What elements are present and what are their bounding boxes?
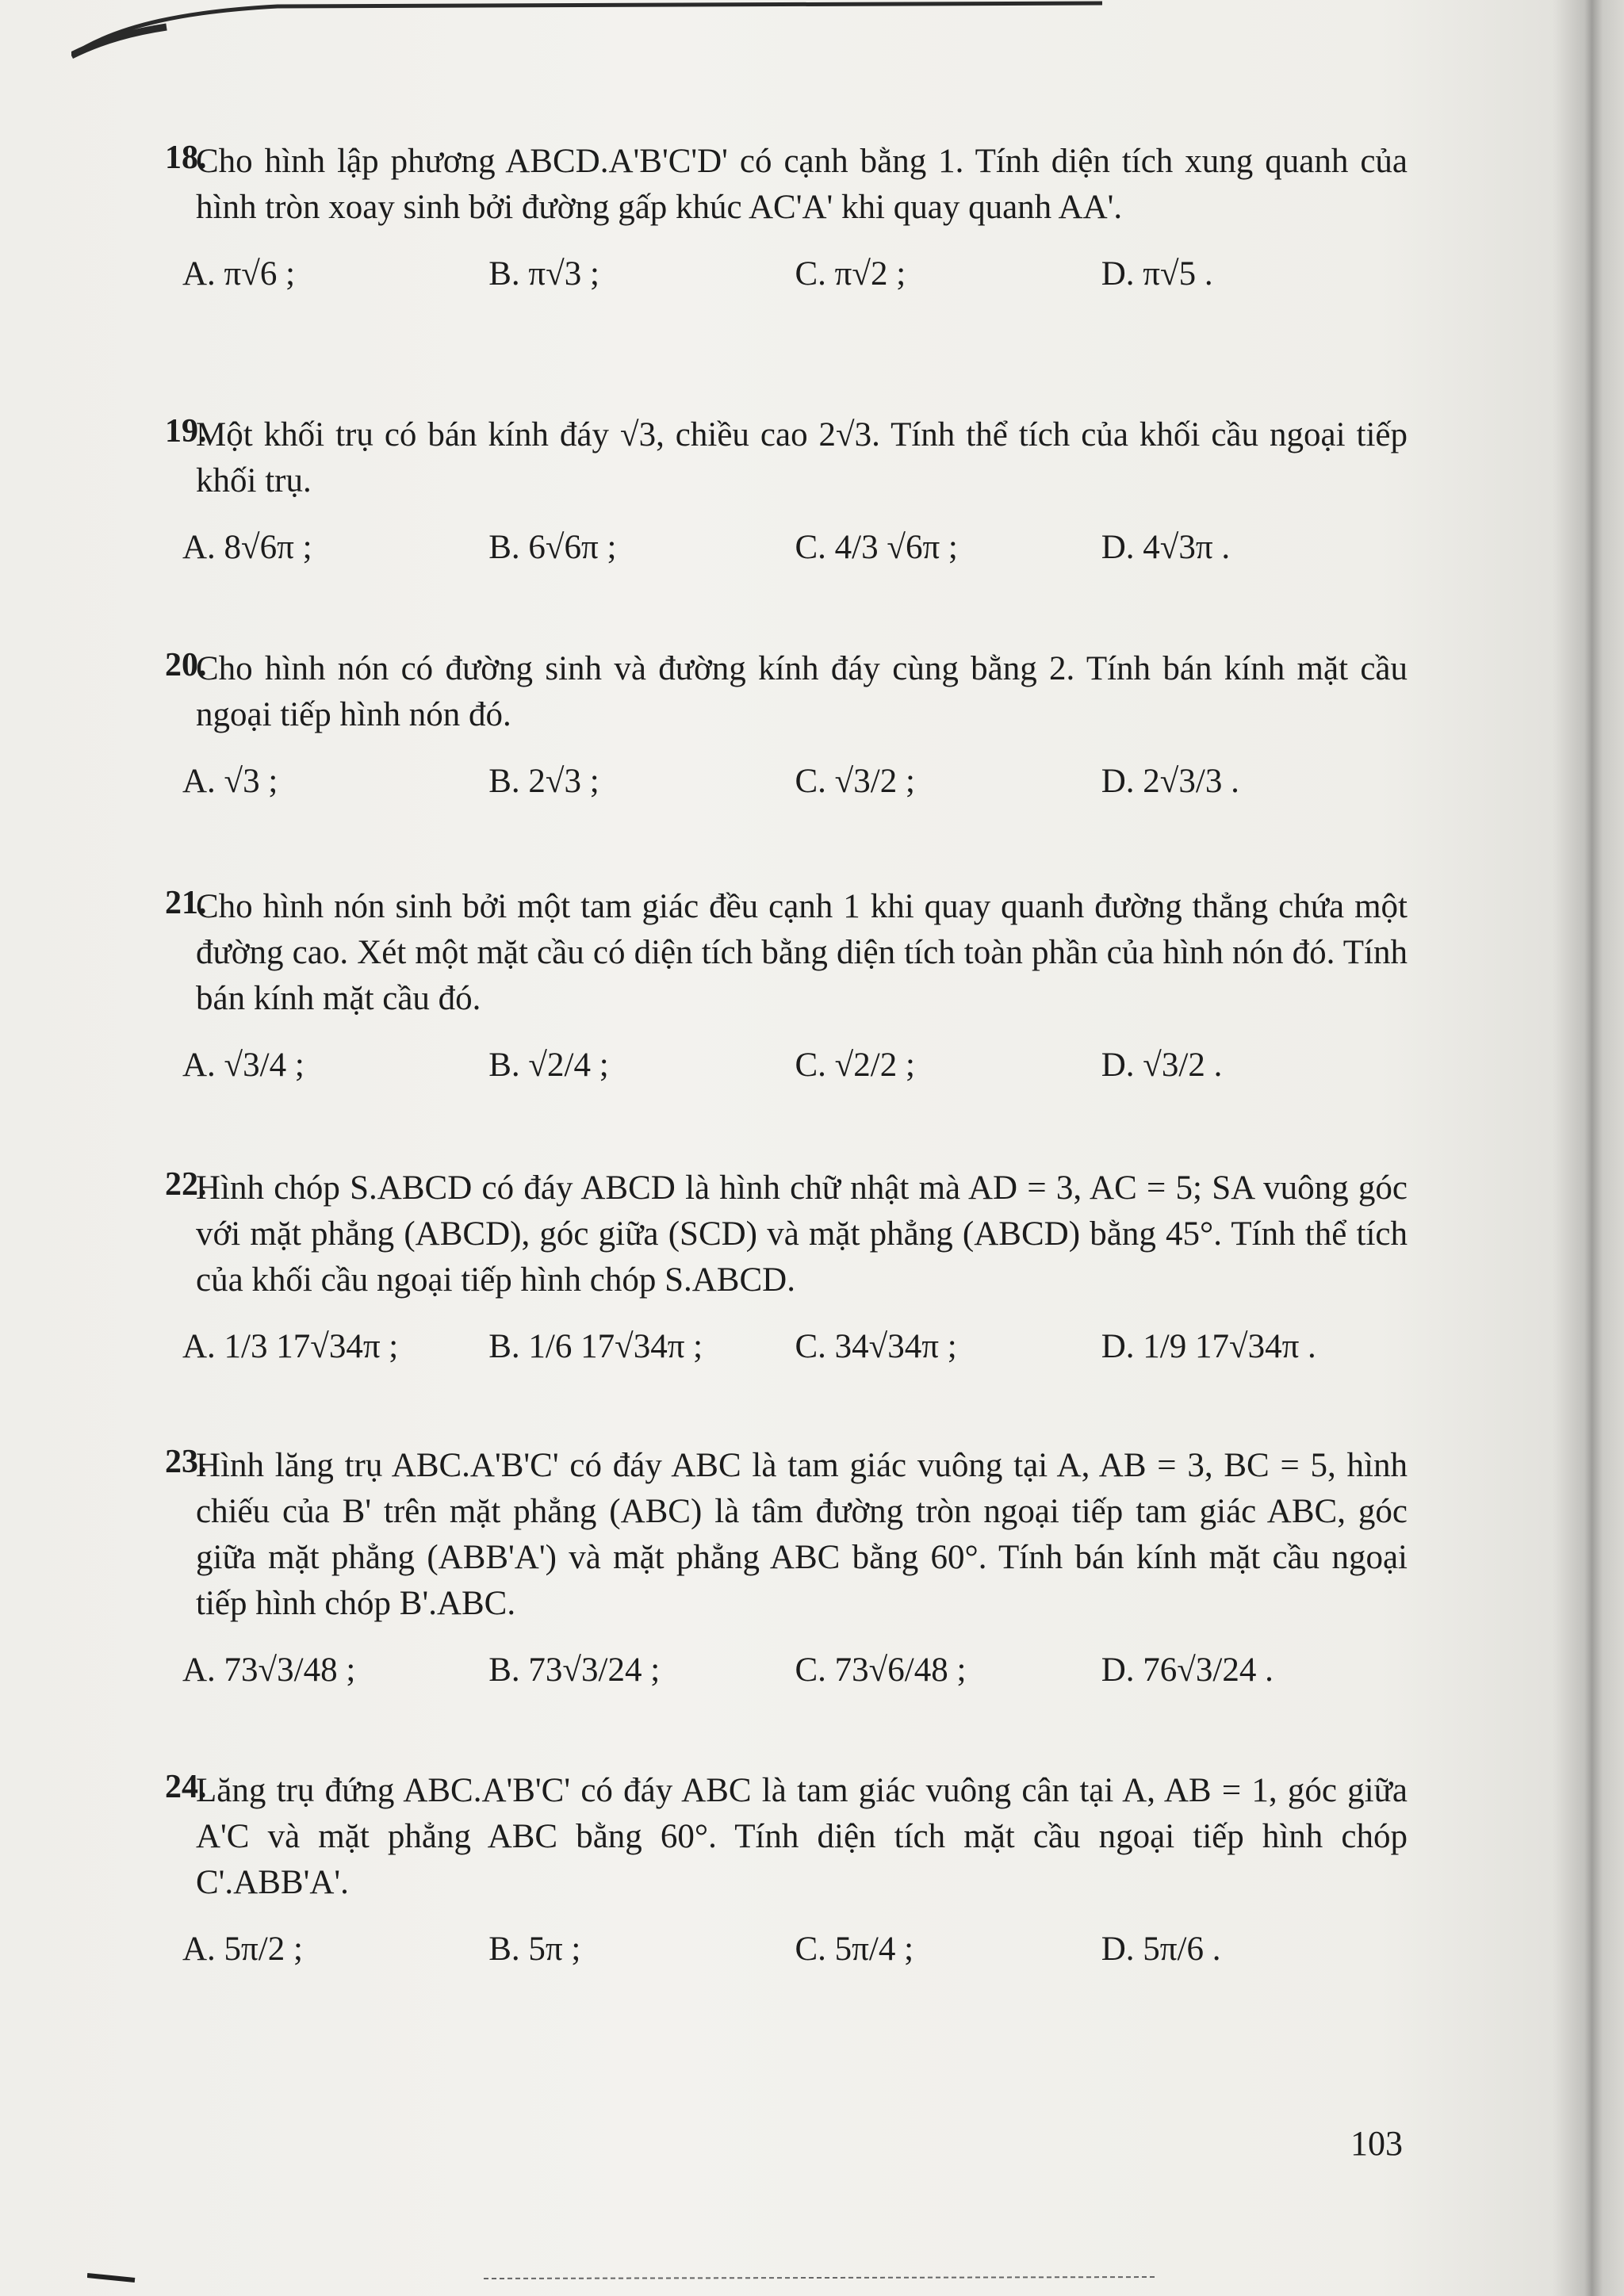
question-number: 22. — [165, 1166, 207, 1203]
option-a[interactable]: A. √3/4 ; — [182, 1047, 304, 1084]
question-text: Hình lăng trụ ABC.A'B'C' có đáy ABC là tam giác vuông tại A, AB = 3, BC = 5, hình chiếu của B' trên mặt phẳng (ABC) là tâm đường tròn ngoại tiếp tam giác ABC, góc giữa mặt phẳng (ABB'A') và mặt phẳng ABC bằng 60°. Tính bán kính mặt cầu ngoại tiếp hình chóp B'.ABC. — [196, 1447, 1408, 1622]
option-c[interactable]: C. π√2 ; — [795, 255, 906, 293]
option-c[interactable]: C. 34√34π ; — [795, 1328, 957, 1365]
question-number: 19. — [165, 413, 207, 450]
answer-options — [174, 762, 1408, 801]
option-d[interactable]: D. 76√3/24 . — [1101, 1651, 1274, 1689]
option-a[interactable]: A. √3 ; — [182, 763, 278, 800]
question-24 — [165, 1768, 1408, 2030]
option-d[interactable]: D. 1/9 17√34π . — [1101, 1328, 1316, 1365]
option-b[interactable]: B. 1/6 17√34π ; — [488, 1328, 703, 1365]
question-number: 21. — [165, 885, 207, 921]
question-text: Cho hình lập phương ABCD.A'B'C'D' có cạnh bằng 1. Tính diện tích xung quanh của hình tròn xoay sinh bởi đường gấp khúc AC'A' khi quay quanh AA'. — [196, 143, 1408, 226]
answer-options — [174, 1046, 1408, 1085]
question-text: Hình chóp S.ABCD có đáy ABCD là hình chữ nhật mà AD = 3, AC = 5; SA vuông góc với mặt phẳng (ABCD), góc giữa (SCD) và mặt phẳng (ABCD) bằng 45°. Tính thể tích của khối cầu ngoại tiếp hình chóp S.ABCD. — [196, 1169, 1408, 1299]
option-d[interactable]: D. π√5 . — [1101, 255, 1213, 293]
question-23 — [165, 1443, 1408, 1768]
option-c[interactable]: C. √2/2 ; — [795, 1047, 915, 1084]
question-number: 23. — [165, 1444, 207, 1480]
answer-options — [174, 1930, 1408, 1969]
question-text: Cho hình nón sinh bởi một tam giác đều cạnh 1 khi quay quanh đường thẳng chứa một đường cao. Xét một mặt cầu có diện tích bằng diện tích toàn phần của hình nón đó. Tính bán kính mặt cầu đó. — [196, 888, 1408, 1017]
option-c[interactable]: C. 73√6/48 ; — [795, 1651, 967, 1689]
option-a[interactable]: A. 1/3 17√34π ; — [182, 1328, 399, 1365]
question-20 — [165, 646, 1408, 884]
question-text: Cho hình nón có đường sinh và đường kính đáy cùng bằng 2. Tính bán kính mặt cầu ngoại tiếp hình nón đó. — [196, 650, 1408, 733]
question-number: 24. — [165, 1769, 207, 1805]
option-c[interactable]: C. √3/2 ; — [795, 763, 915, 800]
answer-options — [174, 528, 1408, 567]
question-text: Lăng trụ đứng ABC.A'B'C' có đáy ABC là tam giác vuông cân tại A, AB = 1, góc giữa A'C và mặt phẳng ABC bằng 60°. Tính diện tích mặt cầu ngoại tiếp hình chóp C'.ABB'A'. — [196, 1772, 1408, 1901]
option-b[interactable]: B. 5π ; — [488, 1931, 581, 1968]
option-a[interactable]: A. π√6 ; — [182, 255, 296, 293]
option-d[interactable]: D. √3/2 . — [1101, 1047, 1223, 1084]
option-a[interactable]: A. 73√3/48 ; — [182, 1651, 356, 1689]
option-b[interactable]: B. 2√3 ; — [488, 763, 599, 800]
option-a[interactable]: A. 8√6π ; — [182, 529, 312, 566]
option-d[interactable]: D. 2√3/3 . — [1101, 763, 1239, 800]
option-c[interactable]: C. 4/3 √6π ; — [795, 529, 958, 566]
question-number: 18. — [165, 140, 207, 176]
option-a[interactable]: A. 5π/2 ; — [182, 1931, 303, 1968]
question-19 — [165, 412, 1408, 646]
page-binding-shadow — [1553, 0, 1624, 2296]
answer-options — [174, 1327, 1408, 1366]
question-list — [165, 139, 1408, 2030]
question-number: 20. — [165, 647, 207, 683]
option-b[interactable]: B. 73√3/24 ; — [488, 1651, 661, 1689]
answer-options — [174, 254, 1408, 293]
scan-bottom-stroke — [87, 2269, 1158, 2285]
option-b[interactable]: B. 6√6π ; — [488, 529, 617, 566]
answer-options — [174, 1651, 1408, 1689]
option-d[interactable]: D. 4√3π . — [1101, 529, 1231, 566]
scan-edge-stroke — [71, 0, 1102, 63]
question-18 — [165, 139, 1408, 412]
option-c[interactable]: C. 5π/4 ; — [795, 1931, 914, 1968]
option-d[interactable]: D. 5π/6 . — [1101, 1931, 1221, 1968]
question-22 — [165, 1165, 1408, 1443]
question-text: Một khối trụ có bán kính đáy √3, chiều cao 2√3. Tính thể tích của khối cầu ngoại tiếp khối trụ. — [196, 416, 1408, 499]
option-b[interactable]: B. π√3 ; — [488, 255, 599, 293]
option-b[interactable]: B. √2/4 ; — [488, 1047, 609, 1084]
page-number: 103 — [1350, 2124, 1403, 2163]
question-21 — [165, 884, 1408, 1165]
